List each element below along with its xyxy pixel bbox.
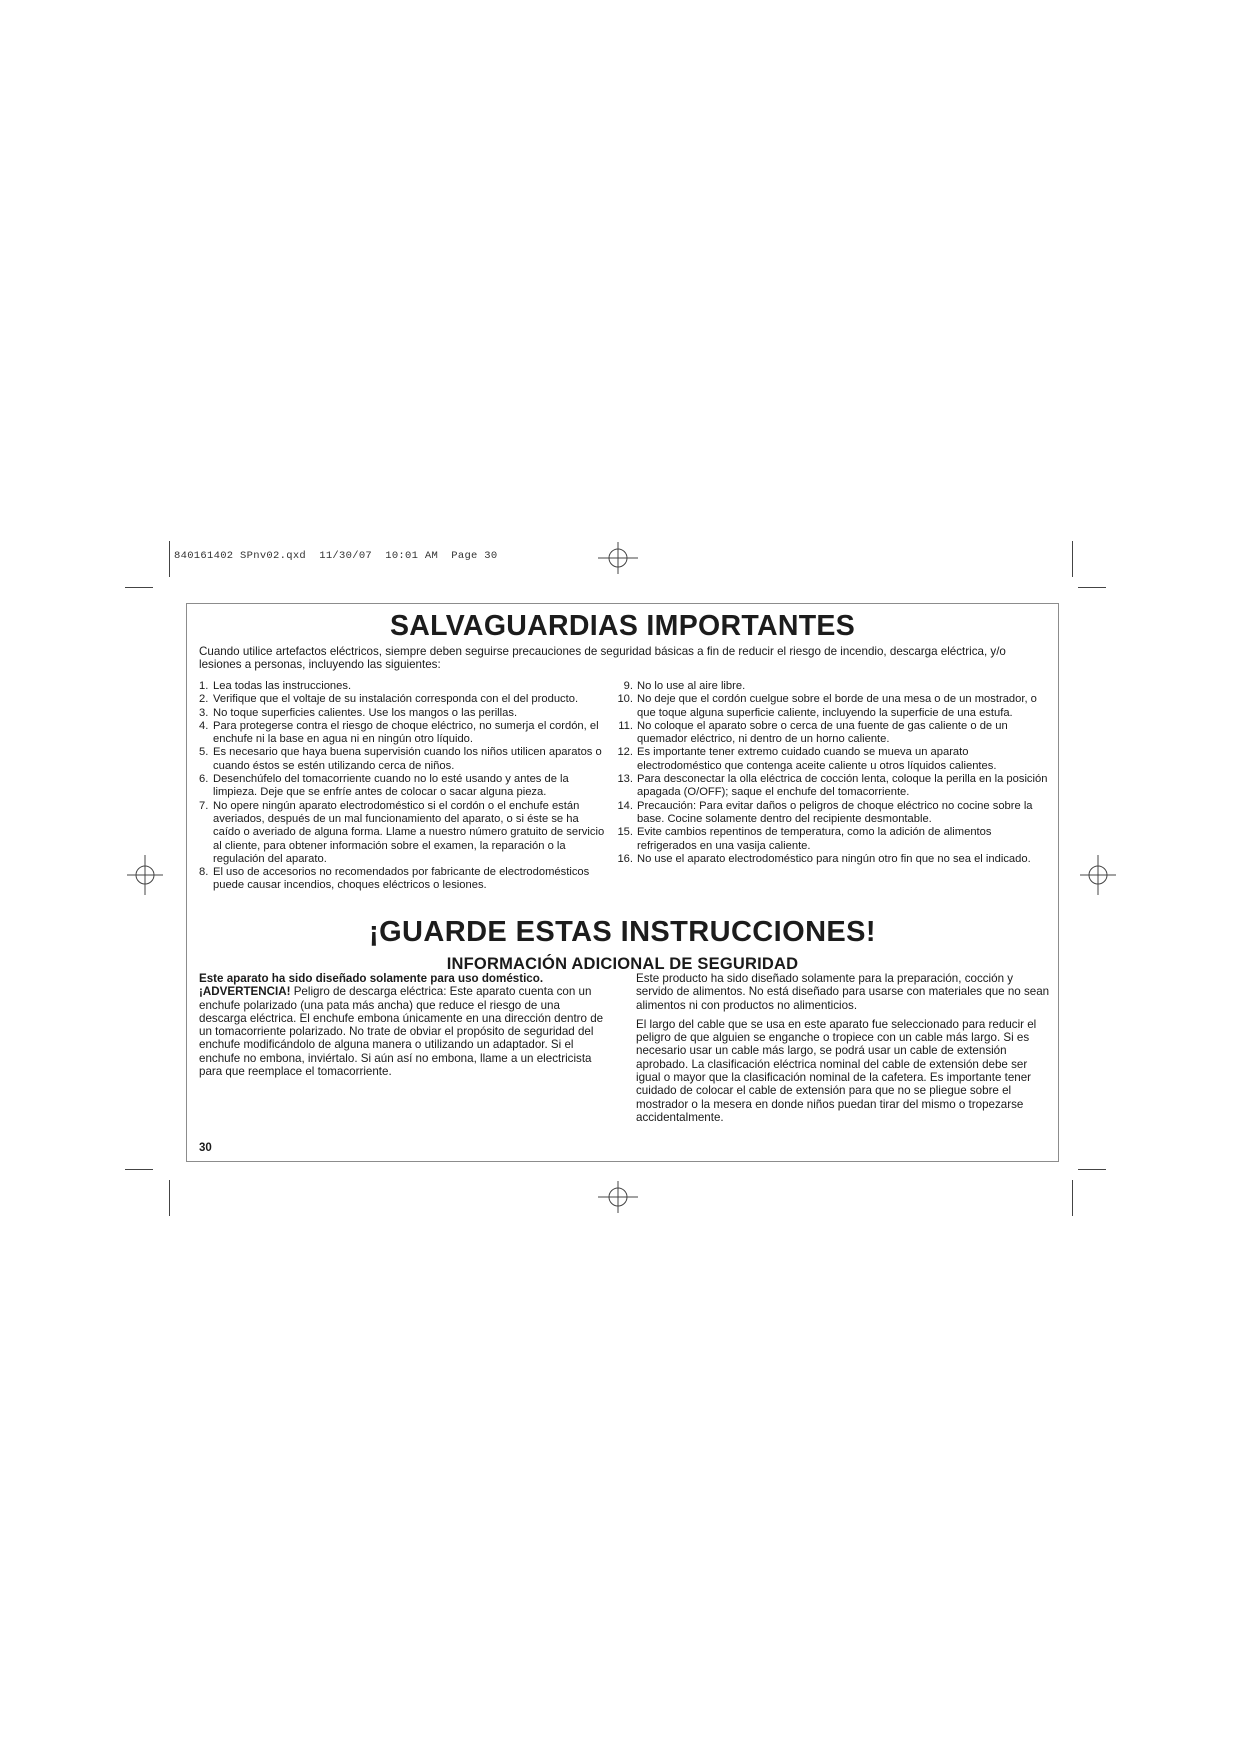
crop-mark-top-right-vertical (1072, 541, 1073, 577)
safeguard-number: 5. (199, 746, 209, 759)
crop-mark-bottom-right-vertical (1072, 1180, 1073, 1216)
safeguard-number: 12. (617, 746, 633, 759)
safeguard-number: 16. (617, 852, 633, 865)
registration-mark-top-icon (598, 538, 638, 578)
safeguard-text: Verifique que el voltaje de su instalación corresponda con el del producto. (213, 693, 579, 706)
safeguard-item (616, 746, 1051, 773)
additional-info-right (636, 972, 1051, 1124)
warning-text: Peligro de descarga eléctrica: Este aparato cuenta con un enchufe polarizado (una pata más ancha) que reduce el riesgo de una descarga eléctrica. El enchufe embona únicamente en una dirección dentro de un tomacorriente polarizado. No trate de obviar el propósito de seguridad del enchufe modificándolo de alguna manera o utilizando un adaptador. Si el enchufe no embona, inviértalo. Si aún así no embona, llame a un electricista para que reemplace el tomacorriente. (199, 985, 604, 1079)
safeguard-text: Es necesario que haya buena supervisión cuando los niños utilicen aparatos o cuando éstos se estén utilizando cerca de niños. (213, 746, 602, 772)
registration-mark-bottom-icon (598, 1177, 638, 1217)
crop-mark-top-right (1078, 587, 1106, 588)
safeguard-text: Para protegerse contra el riesgo de choque eléctrico, no sumerja el cordón, el enchufe ni la base en agua ni en ningún otro líquido. (213, 719, 599, 746)
safeguard-number: 9. (623, 680, 633, 692)
safeguard-number: 14. (617, 799, 633, 812)
print-slug: 840161402 SPnv02.qxd 11/30/07 10:01 AM Page 30 (174, 550, 498, 562)
safeguard-text: Desenchúfelo del tomacorriente cuando no lo esté usando y antes de la limpieza. Deje que se enfríe antes de colocar o sacar alguna pieza. (213, 773, 569, 799)
food-use-paragraph: Este producto ha sido diseñado solamente para la preparación, cocción y servido de alimentos. No está diseñado para usarse con materiales que no sean alimentos ni con productos no alimenticios. (636, 972, 1050, 1012)
registration-mark-left-icon (125, 855, 165, 895)
safeguard-item (199, 720, 607, 747)
page-title: SALVAGUARDIAS IMPORTANTES (389, 610, 856, 642)
safeguard-item (616, 720, 1051, 747)
safeguard-number: 11. (618, 719, 633, 732)
safeguard-text: No coloque el aparato sobre o cerca de una fuente de gas caliente o de un quemador eléctrico, ni dentro de un horno caliente. (637, 719, 1008, 746)
safeguard-item (616, 800, 1051, 827)
additional-info-left (199, 972, 607, 1078)
safeguard-item (199, 800, 607, 866)
crop-mark-bottom-right (1078, 1169, 1106, 1170)
crop-mark-top-left (125, 587, 153, 588)
safeguard-text: El uso de accesorios no recomendados por fabricante de electrodomésticos puede causar incendios, choques eléctricos o lesiones. (213, 866, 590, 892)
safeguards-panel (186, 603, 1059, 1162)
safeguards-list-right (616, 680, 1051, 866)
safeguard-number: 1. (199, 680, 209, 692)
safeguard-number: 2. (199, 693, 209, 706)
safeguard-item (199, 693, 607, 706)
safeguard-number: 13. (617, 773, 633, 786)
household-use-heading: Este aparato ha sido diseñado solamente para uso doméstico. (199, 972, 544, 985)
safeguard-item (199, 746, 607, 773)
crop-mark-top-left-vertical (169, 541, 170, 577)
intro-text: Cuando utilice artefactos eléctricos, siempre deben seguirse precauciones de seguridad básicas a fin de reducir el riesgo de incendio, descarga eléctrica, y/o lesiones a personas, incluyendo las siguientes: (199, 645, 1006, 672)
safeguard-text: No opere ningún aparato electrodoméstico si el cordón o el enchufe están averiados, después de un mal funcionamiento del aparato, o si éste se ha caído o averiado de alguna forma. Llame a nuestro número gratuito de servicio al cliente, para obtener información sobre el examen, la reparación o la regulación del aparato. (213, 799, 605, 865)
warning-label: ¡ADVERTENCIA! (199, 985, 291, 999)
safeguard-text: No lo use al aire libre. (637, 680, 746, 692)
registration-mark-right-icon (1078, 855, 1118, 895)
page-number: 30 (199, 1142, 212, 1154)
safeguard-number: 7. (199, 799, 209, 812)
cord-paragraph: El largo del cable que se usa en este aparato fue seleccionado para reducir el peligro de que alguien se enganche o tropiece con un cable más largo. Si es necesario usar un cable más largo, se podrá usar un cable de extensión aprobado. La clasificación eléctrica nominal del cable de extensión debe ser igual o mayor que la clasificación nominal de la cafetera. Es importante tener cuidado de colocar el cable de extensión para que no se pliegue sobre el mostrador o la mesera en donde niños puedan tirar del mismo o tropezarse accidentalmente. (636, 1017, 1037, 1124)
save-instructions-title: ¡GUARDE ESTAS INSTRUCCIONES! (369, 916, 876, 948)
safeguard-item (616, 680, 1051, 693)
safeguard-text: Precaución: Para evitar daños o peligros de choque eléctrico no cocine sobre la base. Cocine solamente dentro del recipiente desmontable. (637, 799, 1033, 825)
safeguard-item (616, 773, 1051, 800)
safeguard-item (199, 680, 607, 693)
list-left (199, 680, 607, 893)
warning-paragraph (199, 985, 607, 1078)
safeguards-list-left (199, 680, 607, 893)
safeguard-text: Evite cambios repentinos de temperatura, como la adición de alimentos refrigerados en una vasija caliente. (637, 826, 992, 852)
safeguard-item (616, 826, 1051, 853)
safeguard-number: 8. (199, 866, 209, 879)
safeguard-text: No toque superficies calientes. Use los mangos o las perillas. (213, 706, 518, 719)
safeguard-number: 4. (199, 719, 209, 732)
safeguard-text: Para desconectar la olla eléctrica de cocción lenta, coloque la perilla en la posición apagada (O/OFF); saque el enchufe del tomacorriente. (637, 773, 1048, 799)
safeguard-item (616, 693, 1051, 720)
list-right (616, 680, 1051, 866)
safeguard-item (616, 853, 1051, 866)
safeguard-text: Lea todas las instrucciones. (213, 680, 352, 692)
safeguard-number: 10. (617, 693, 633, 706)
safeguard-number: 6. (199, 773, 209, 786)
crop-mark-bottom-left-vertical (169, 1180, 170, 1216)
safeguard-text: No use el aparato electrodoméstico para ningún otro fin que no sea el indicado. (637, 852, 1031, 865)
crop-mark-bottom-left (125, 1169, 153, 1170)
safeguard-number: 15. (617, 826, 633, 839)
additional-info-title: INFORMACIÓN ADICIONAL DE SEGURIDAD (446, 955, 799, 973)
safeguard-item (199, 707, 607, 720)
safeguard-text: No deje que el cordón cuelgue sobre el borde de una mesa o de un mostrador, o que toque alguna superficie caliente, incluyendo la superficie de una estufa. (637, 693, 1037, 719)
safeguard-item (199, 773, 607, 800)
safeguard-item (199, 866, 607, 893)
safeguard-number: 3. (199, 706, 209, 719)
safeguard-text: Es importante tener extremo cuidado cuando se mueva un aparato electrodoméstico que contenga aceite caliente u otros líquidos calientes. (637, 746, 997, 772)
